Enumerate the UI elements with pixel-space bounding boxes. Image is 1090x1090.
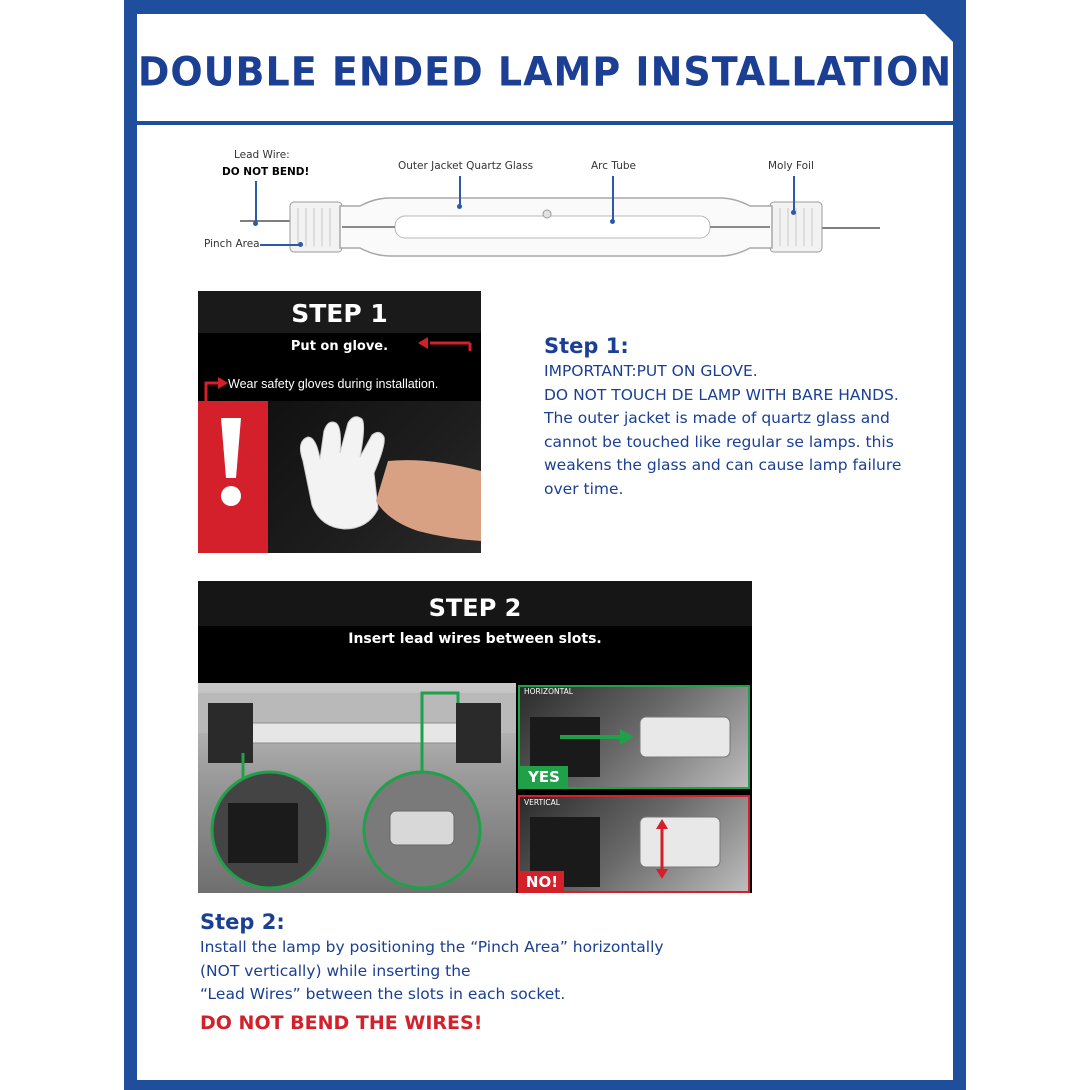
exclamation-icon bbox=[218, 416, 244, 508]
outer-jacket-label: Outer Jacket Quartz Glass bbox=[398, 160, 534, 172]
moly-foil-leader bbox=[793, 176, 795, 212]
lead-wire-label: Lead Wire: bbox=[234, 149, 290, 161]
step1-image bbox=[198, 291, 481, 553]
pinch-area-leader bbox=[260, 244, 300, 246]
step1-line: IMPORTANT:PUT ON GLOVE. bbox=[544, 362, 758, 380]
step1-line: cannot be touched like regular se lamps. this bbox=[544, 432, 894, 451]
socket-photo bbox=[198, 683, 516, 893]
step1-image-caption: Put on glove. bbox=[290, 339, 389, 354]
step2-image-heading: STEP 2 bbox=[198, 581, 752, 626]
warning-text: DO NOT BEND THE WIRES! bbox=[200, 1012, 483, 1034]
outer-jacket-leader bbox=[459, 176, 461, 206]
lead-wire-leader bbox=[255, 181, 257, 223]
glove-icon bbox=[268, 401, 481, 553]
step2-heading: Step 2: bbox=[200, 910, 285, 934]
vertical-tag: VERTICAL bbox=[524, 798, 560, 807]
title-divider bbox=[137, 121, 953, 125]
lead-wire-warning: DO NOT BEND! bbox=[222, 166, 310, 178]
step1-line: DO NOT TOUCH DE LAMP WITH BARE HANDS. bbox=[544, 385, 899, 404]
step1-image-heading: STEP 1 bbox=[198, 291, 481, 333]
pinch-area-label: Pinch Area bbox=[204, 238, 260, 250]
step1-image-note: Wear safety gloves during installation. bbox=[228, 377, 439, 391]
step1-line: The outer jacket is made of quartz glass and bbox=[544, 409, 890, 427]
corner-accent bbox=[925, 14, 953, 42]
step2-line: “Lead Wires” between the slots in each socket. bbox=[200, 985, 566, 1003]
step2-line: Install the lamp by positioning the “Pinch Area” horizontally bbox=[200, 938, 664, 956]
no-badge: NO! bbox=[520, 871, 564, 893]
step2-image bbox=[198, 581, 752, 893]
step2-line: (NOT vertically) while inserting the bbox=[200, 961, 471, 980]
step1-text bbox=[544, 360, 934, 501]
page-title: DOUBLE ENDED LAMP INSTALLATION bbox=[137, 48, 953, 96]
arc-tube-label: Arc Tube bbox=[591, 160, 636, 172]
step2-text bbox=[200, 936, 664, 1007]
step1-heading: Step 1: bbox=[544, 334, 629, 358]
yes-badge: YES bbox=[520, 766, 568, 788]
lamp-diagram bbox=[240, 190, 880, 260]
arc-tube-leader bbox=[612, 176, 614, 221]
arc-tube bbox=[395, 216, 710, 238]
gloved-hand-photo bbox=[268, 401, 481, 553]
step1-arrows bbox=[198, 291, 481, 411]
step2-image-caption: Insert lead wires between slots. bbox=[348, 631, 602, 647]
horizontal-tag: HORIZONTAL bbox=[524, 687, 573, 696]
step1-line: weakens the glass and can cause lamp failure bbox=[544, 456, 902, 474]
socket-diagram bbox=[198, 683, 516, 893]
step1-line: over time. bbox=[544, 479, 624, 498]
moly-foil-label: Moly Foil bbox=[768, 160, 814, 172]
